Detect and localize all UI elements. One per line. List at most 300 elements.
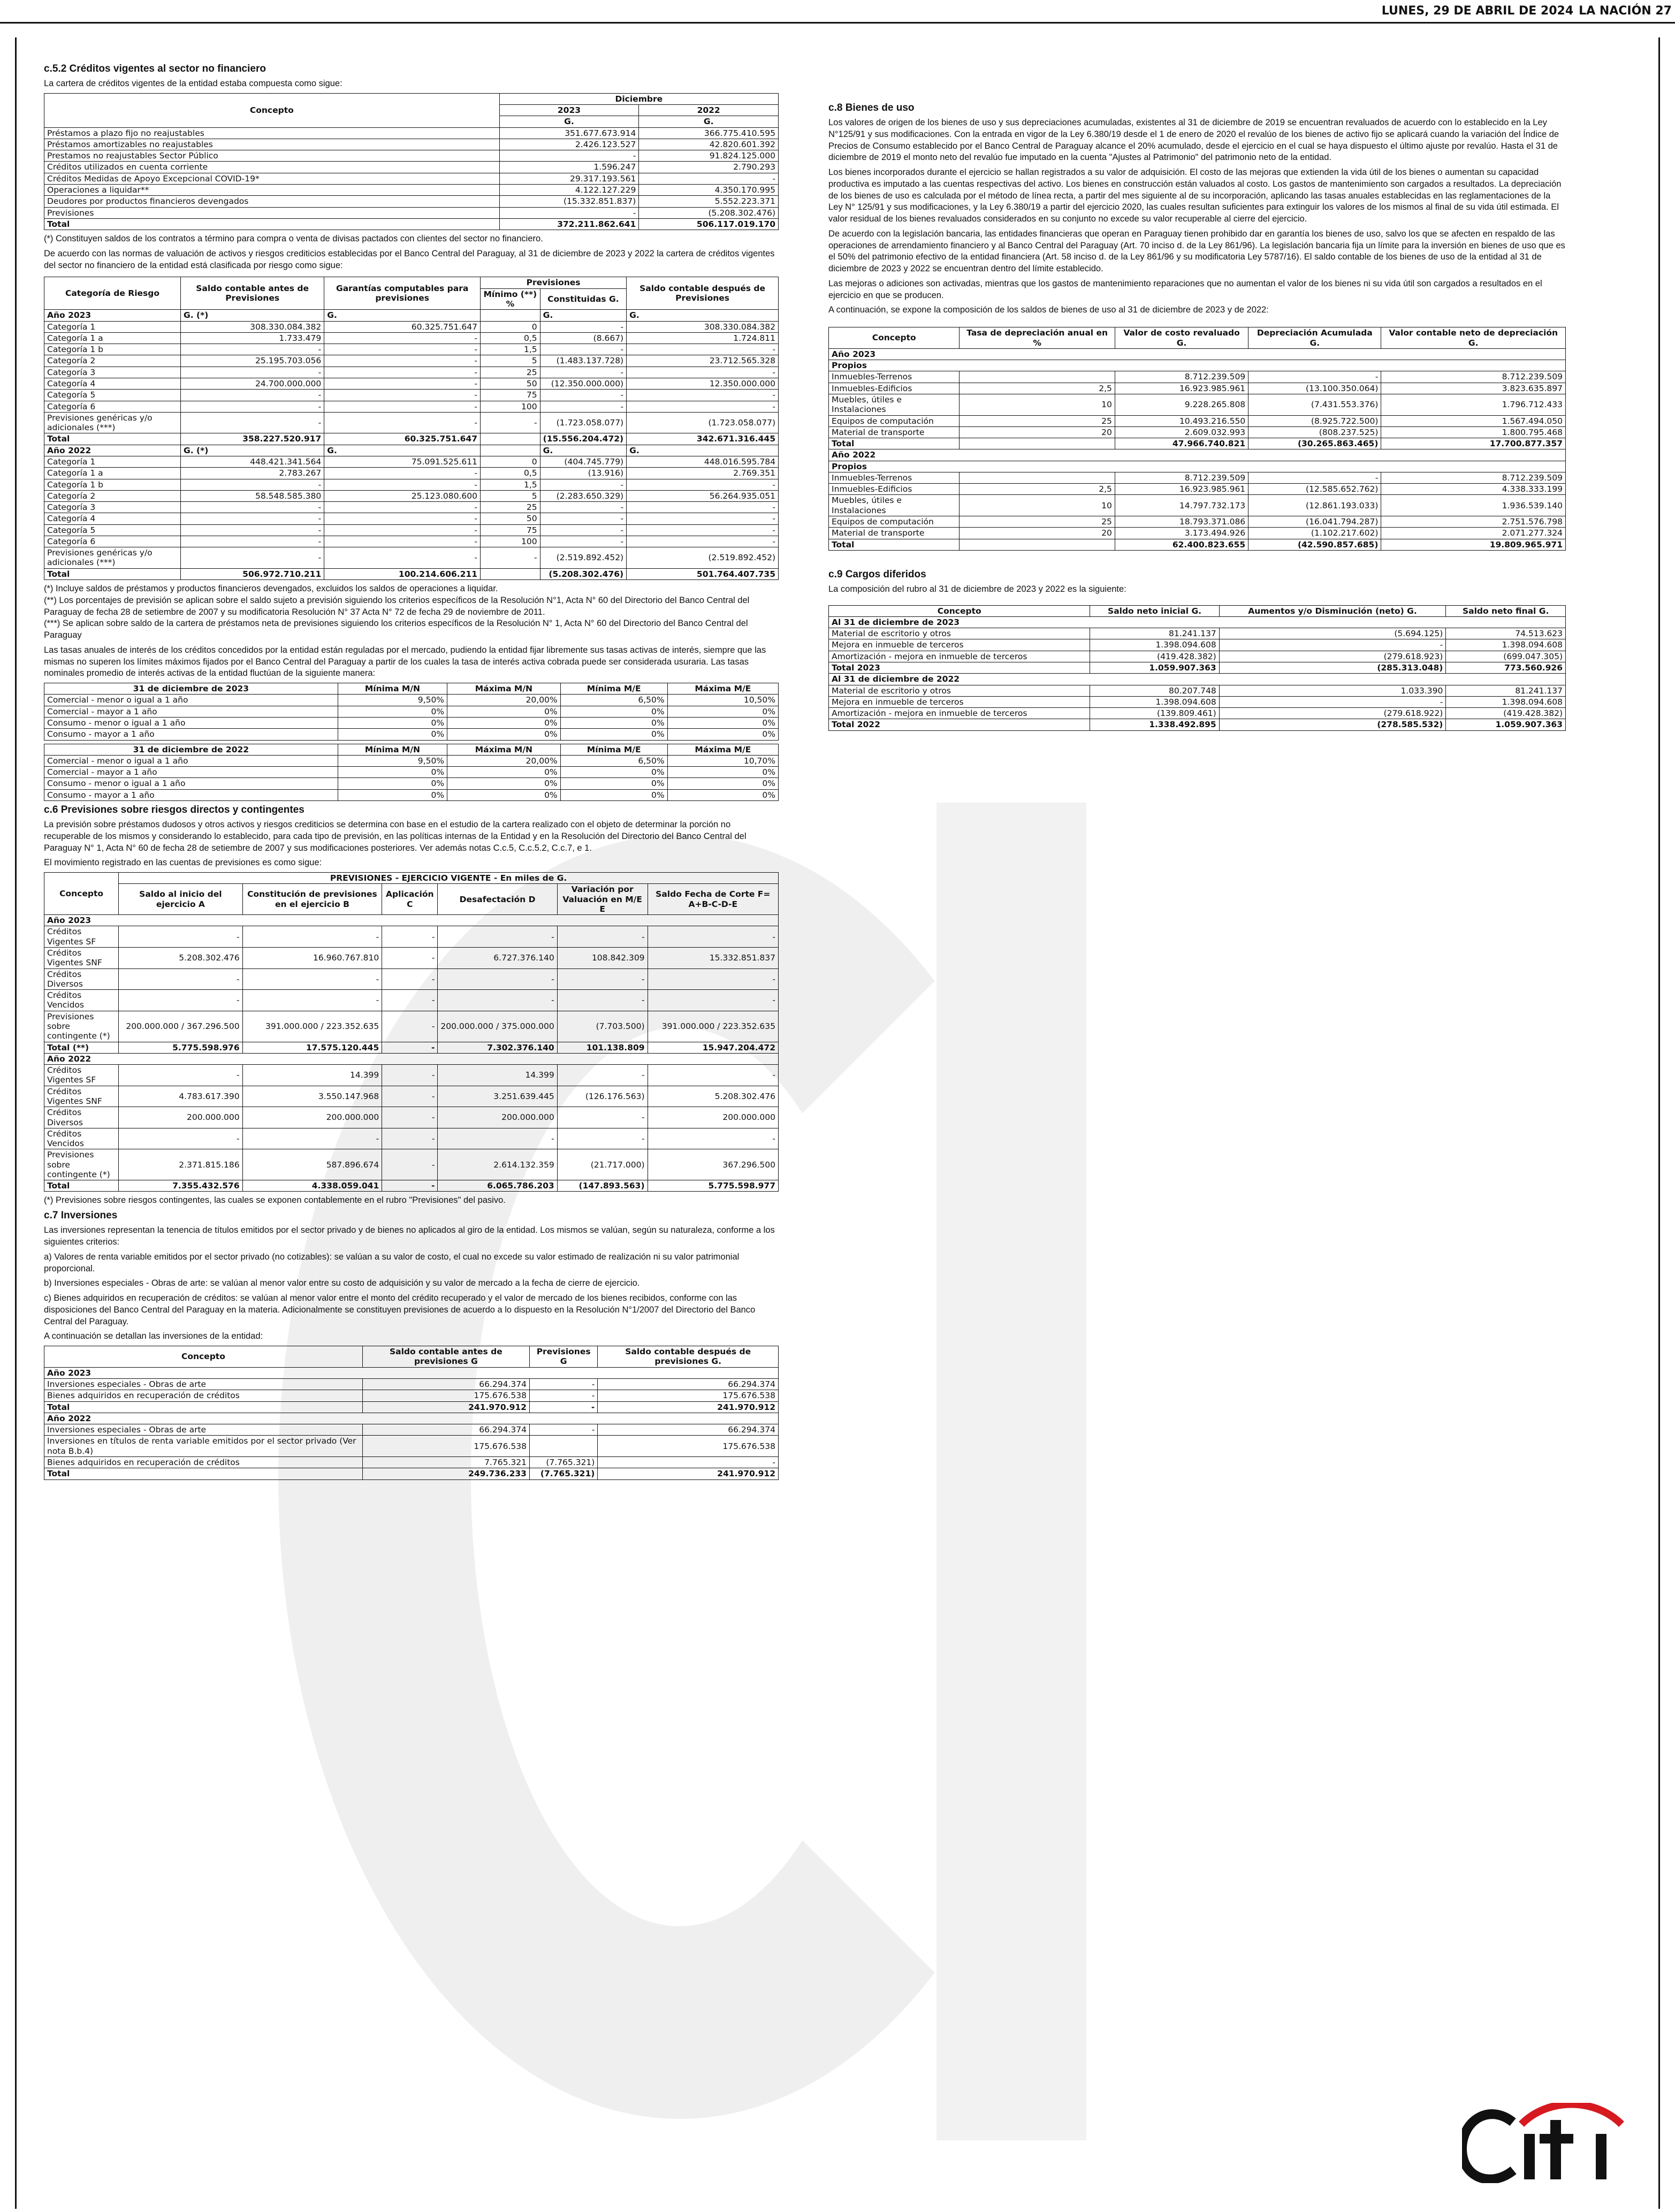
c6-2022-rows xyxy=(44,1065,779,1180)
table-cell: Categoría 1 xyxy=(44,456,181,467)
table-cell: Créditos Vigentes SF xyxy=(44,926,119,948)
table-row xyxy=(44,1086,779,1107)
risk-notes: (*) Incluye saldos de préstamos y productos financieros devengados, excluidos los saldos de operaciones a liquidar. (**) Los porcentajes de previsión se aplican sobre el saldo sujeto a previsión siguiendo los criterios específicos de la Resolución N°1, Acta N° 60 del Directorio del Banco Central del Paraguay de fecha 28 de setiembre de 2007 y su modificatoria Resolución N° 37 Acta N° 72 de fecha 29 de noviembre de 2011. (***) Se aplican sobre saldo de la cartera de préstamos neta de previsiones siguiendo los criterios específicos de la Resolución N° 1, Acta N° 60 del Directorio del Banco Central del Paraguay xyxy=(44,584,750,640)
table-cell: Total xyxy=(44,1468,363,1479)
table-row xyxy=(44,990,779,1011)
c6-2023-total xyxy=(44,1042,779,1053)
table-cell: - xyxy=(382,1042,438,1053)
table-cell: - xyxy=(540,344,626,355)
table-cell: - xyxy=(324,412,481,433)
table-cell: 1.059.907.363 xyxy=(1090,662,1219,674)
table-cell: Total (**) xyxy=(44,1042,119,1053)
table-cell: - xyxy=(499,207,639,218)
table-row xyxy=(829,383,1566,394)
table-cell: 506.972.710.211 xyxy=(181,568,324,579)
c52-concept-header: Concepto xyxy=(44,93,500,127)
risk-unit: G. (*) xyxy=(181,310,324,321)
table-cell: Categoría 1 b xyxy=(44,344,181,355)
risk-before-header: Saldo contable antes de Previsiones xyxy=(181,277,324,310)
table-cell: Comercial - mayor a 1 año xyxy=(44,767,338,778)
c8-year-2022: Año 2022 xyxy=(829,449,1566,461)
table-row xyxy=(829,696,1566,707)
table-cell: - xyxy=(540,524,626,536)
c8-own-2022: Propios xyxy=(829,461,1566,472)
table-cell: 0% xyxy=(447,718,561,729)
table-row xyxy=(44,968,779,990)
table-cell: 0% xyxy=(667,767,778,778)
risk-year-2022: Año 2022 xyxy=(44,445,181,456)
risk-year-2023: Año 2023 xyxy=(44,310,181,321)
table-cell: - xyxy=(382,948,438,969)
table-cell: Inversiones en títulos de renta variable emitidos por el sector privado (Ver nota B.b.4) xyxy=(44,1436,363,1457)
table-cell: 8.712.239.509 xyxy=(1381,472,1566,483)
c7-header: Previsiones G xyxy=(529,1346,597,1368)
rate-row xyxy=(44,695,779,706)
table-cell: 29.317.193.561 xyxy=(499,173,639,184)
table-cell: - xyxy=(540,479,626,490)
risk-2023-total xyxy=(44,433,779,445)
table-cell: (1.723.058.077) xyxy=(627,412,779,433)
table-cell: Inmuebles-Edificios xyxy=(829,484,960,495)
c52-classification-text: De acuerdo con las normas de valuación de activos y riesgos crediticios establecidas por el Banco Central del Paraguay, al 31 de diciembre de 2023 y 2022 la cartera de créditos vigentes del sector no financiero de la entidad está clasificada por riesgo como sigue: xyxy=(44,248,775,270)
c6-header: Aplicación C xyxy=(382,884,438,915)
c52-rows xyxy=(44,127,779,218)
risk-provisions-header: Previsiones xyxy=(481,277,627,288)
table-cell: 200.000.000 / 375.000.000 xyxy=(438,1011,557,1042)
table-cell: 0% xyxy=(447,706,561,717)
rates-col: Mínima M/E xyxy=(560,744,667,755)
table-cell: - xyxy=(181,502,324,513)
risk-2023-rows xyxy=(44,321,779,433)
table-cell: (13.916) xyxy=(540,468,626,479)
table-cell: 0,5 xyxy=(481,468,540,479)
table-row xyxy=(829,415,1566,426)
table-cell: - xyxy=(382,1065,438,1086)
table-cell: 18.793.371.086 xyxy=(1115,516,1248,528)
table-cell: (2.519.892.452) xyxy=(627,547,779,569)
table-cell: 2.614.132.359 xyxy=(438,1149,557,1180)
table-cell: - xyxy=(242,1128,382,1149)
table-cell: 2.371.815.186 xyxy=(119,1149,243,1180)
table-cell: Categoría 4 xyxy=(44,378,181,389)
table-cell: 0 xyxy=(481,321,540,332)
table-cell: 1.059.907.363 xyxy=(1446,719,1566,730)
table-row xyxy=(44,926,779,948)
table-row xyxy=(44,456,779,467)
table-cell: Amortización - mejora en inmueble de terceros xyxy=(829,651,1090,662)
table-row xyxy=(44,150,779,162)
table-cell: (8.925.722.500) xyxy=(1248,415,1381,426)
table-cell: 91.824.125.000 xyxy=(639,150,779,162)
table-cell: 25.123.080.600 xyxy=(324,490,481,501)
table-cell: 3.823.635.897 xyxy=(1381,383,1566,394)
c6-table xyxy=(44,872,779,1192)
table-cell xyxy=(960,472,1115,483)
table-cell: Equipos de computación xyxy=(829,415,960,426)
table-cell: 7.355.432.576 xyxy=(119,1180,243,1192)
table-row xyxy=(44,401,779,412)
table-cell: (12.350.000.000) xyxy=(540,378,626,389)
table-cell: 2.426.123.527 xyxy=(499,139,639,150)
c7-year-2022: Año 2022 xyxy=(44,1413,779,1424)
table-cell: 66.294.374 xyxy=(598,1424,779,1436)
table-cell: - xyxy=(181,536,324,547)
table-cell: 7.765.321 xyxy=(362,1456,529,1468)
table-cell: Previsiones sobre contingente (*) xyxy=(44,1149,119,1180)
c7-header: Concepto xyxy=(44,1346,363,1368)
table-row xyxy=(44,139,779,150)
table-cell: 0% xyxy=(667,718,778,729)
table-cell: 101.138.809 xyxy=(557,1042,648,1053)
table-row xyxy=(44,1378,779,1390)
citi-logo-c-icon xyxy=(1462,2114,1513,2179)
table-cell: - xyxy=(324,367,481,378)
table-cell: - xyxy=(557,1128,648,1149)
table-cell: Inversiones especiales - Obras de arte xyxy=(44,1378,363,1390)
c52-total-row xyxy=(44,218,779,230)
table-cell: 1.800.795.468 xyxy=(1381,426,1566,438)
table-cell: (699.047.305) xyxy=(1446,651,1566,662)
table-cell xyxy=(960,539,1115,550)
table-cell: Inmuebles-Terrenos xyxy=(829,371,960,383)
table-row xyxy=(44,378,779,389)
table-row xyxy=(44,1436,779,1457)
table-row xyxy=(44,524,779,536)
c9-2023-rows xyxy=(829,628,1566,662)
c8-header: Depreciación Acumulada G. xyxy=(1248,327,1381,349)
table-cell: 25 xyxy=(960,516,1115,528)
table-cell: - xyxy=(529,1424,597,1436)
table-cell: - xyxy=(627,524,779,536)
table-cell: 1.398.094.608 xyxy=(1090,639,1219,651)
table-cell: Material de escritorio y otros xyxy=(829,685,1090,696)
table-cell: - xyxy=(181,367,324,378)
table-cell xyxy=(481,568,540,579)
table-row xyxy=(829,426,1566,438)
table-cell: - xyxy=(181,513,324,524)
table-cell: 175.676.538 xyxy=(362,1436,529,1457)
table-cell: 0% xyxy=(560,729,667,740)
table-cell: - xyxy=(324,547,481,569)
table-row xyxy=(44,490,779,501)
table-row xyxy=(44,1456,779,1468)
table-cell: 0% xyxy=(338,706,447,717)
citi-logo-t-bar-icon xyxy=(1540,2134,1573,2144)
c8-text-2: Los bienes incorporados durante el ejercicio se hallan registrados a su valor de adquisición. El costo de las mejoras que extienden la vida útil de los bienes o aumentan su capacidad productiva es imputado a las cuentas respectivas del activo. Los bienes en construcción están valuados al costo. Los gastos de mantenimiento son cargados a resultados. La depreciación de los bienes de uso es calculada por el método de línea recta, a partir del mes siguiente al de su incorporación, aplicando las tasas anuales establecidas en las reglamentaciones de la Ley N° 125/91 y sus modificaciones, y la Ley 6.380/19 a partir del ejercicio 2020, las cuales resultan suficientes para extinguir los valores de los mismos al final de su vida útil estimada. El valor residual de los bienes revaluados considerados en su conjunto no excede su valor recuperable al cierre del ejercicio. xyxy=(828,167,1562,224)
citi-watermark-t-icon xyxy=(937,803,1086,2140)
table-cell: 16.923.985.961 xyxy=(1115,484,1248,495)
table-cell: - xyxy=(181,401,324,412)
c8-own-2023: Propios xyxy=(829,360,1566,371)
table-cell: - xyxy=(648,990,778,1011)
c6-intro: El movimiento registrado en las cuentas de previsiones es como sigue: xyxy=(44,858,322,868)
table-cell: (15.332.851.837) xyxy=(499,196,639,207)
table-cell: (12.585.652.762) xyxy=(1248,484,1381,495)
risk-category-header: Categoría de Riesgo xyxy=(44,277,181,310)
table-cell: Deudores por productos financieros devengados xyxy=(44,196,500,207)
table-cell: 367.296.500 xyxy=(648,1149,778,1180)
table-row xyxy=(44,1149,779,1180)
table-cell: - xyxy=(324,355,481,367)
c52-currency: G. xyxy=(499,116,639,127)
c9-date-2022: Al 31 de diciembre de 2022 xyxy=(829,674,1566,685)
table-cell: 4.783.617.390 xyxy=(119,1086,243,1107)
table-cell: 10 xyxy=(960,495,1115,516)
table-cell: - xyxy=(540,513,626,524)
masthead-date: LUNES, 29 DE ABRIL DE 2024 xyxy=(1381,4,1574,18)
table-cell: - xyxy=(382,990,438,1011)
table-cell: Mejora en inmueble de terceros xyxy=(829,696,1090,707)
c8-2023-total xyxy=(829,438,1566,449)
table-cell: - xyxy=(499,150,639,162)
table-cell: 0% xyxy=(667,778,778,789)
c9-title: c.9 Cargos diferidos xyxy=(828,568,926,580)
table-cell: 25 xyxy=(481,502,540,513)
table-cell: 16.923.985.961 xyxy=(1115,383,1248,394)
table-cell: Inmuebles-Edificios xyxy=(829,383,960,394)
table-cell: 10,50% xyxy=(667,695,778,706)
table-cell: Consumo - mayor a 1 año xyxy=(44,789,338,800)
table-cell: 4.338.333.199 xyxy=(1381,484,1566,495)
rate-row xyxy=(44,706,779,717)
table-row xyxy=(44,547,779,569)
table-cell: 200.000.000 xyxy=(119,1107,243,1128)
table-cell: 0% xyxy=(338,767,447,778)
rates-col: Mínima M/N xyxy=(338,683,447,695)
table-cell: - xyxy=(1219,696,1446,707)
table-cell: Categoría 3 xyxy=(44,502,181,513)
table-cell: 100 xyxy=(481,536,540,547)
citi-logo-i-icon xyxy=(1524,2134,1535,2179)
table-cell: - xyxy=(324,378,481,389)
c7-header: Saldo contable antes de previsiones G xyxy=(362,1346,529,1368)
table-cell: (1.723.058.077) xyxy=(540,412,626,433)
table-cell: (30.265.863.465) xyxy=(1248,438,1381,449)
table-cell: Total xyxy=(44,1180,119,1192)
table-cell: (147.893.563) xyxy=(557,1180,648,1192)
table-cell: 42.820.601.392 xyxy=(639,139,779,150)
table-cell: (1.483.137.728) xyxy=(540,355,626,367)
table-cell: 8.712.239.509 xyxy=(1115,472,1248,483)
table-cell: - xyxy=(181,479,324,490)
table-cell: 60.325.751.647 xyxy=(324,433,481,445)
table-cell: (1.102.217.602) xyxy=(1248,528,1381,539)
table-cell: 20 xyxy=(960,528,1115,539)
table-cell: - xyxy=(540,502,626,513)
risk-unit: G. xyxy=(324,310,481,321)
rates-2022-table xyxy=(44,744,779,801)
table-row xyxy=(44,948,779,969)
table-row xyxy=(44,344,779,355)
table-cell: - xyxy=(382,1149,438,1180)
table-cell: Material de escritorio y otros xyxy=(829,628,1090,639)
table-row xyxy=(44,1128,779,1149)
table-cell: 15.947.204.472 xyxy=(648,1042,778,1053)
table-cell: Muebles, útiles e Instalaciones xyxy=(829,394,960,415)
masthead xyxy=(0,0,1675,24)
table-cell: Categoría 1 b xyxy=(44,479,181,490)
table-cell: 17.575.120.445 xyxy=(242,1042,382,1053)
table-cell: Prestamos no reajustables Sector Público xyxy=(44,150,500,162)
table-row xyxy=(829,495,1566,516)
table-cell: (285.313.048) xyxy=(1219,662,1446,674)
c8-table xyxy=(828,327,1566,551)
table-cell: - xyxy=(627,401,779,412)
c6-main-header: PREVISIONES - EJERCICIO VIGENTE - En miles de G. xyxy=(119,873,779,884)
table-cell: Inversiones especiales - Obras de arte xyxy=(44,1424,363,1436)
table-cell: 366.775.410.595 xyxy=(639,127,779,139)
table-cell: 200.000.000 xyxy=(648,1107,778,1128)
table-cell: Consumo - mayor a 1 año xyxy=(44,729,338,740)
table-cell: 372.211.862.641 xyxy=(499,218,639,230)
table-cell: - xyxy=(598,1456,779,1468)
table-cell: 0% xyxy=(447,789,561,800)
table-cell: - xyxy=(242,990,382,1011)
c7-text-5: A continuación se detallan las inversiones de la entidad: xyxy=(44,1331,263,1341)
table-cell: - xyxy=(382,1128,438,1149)
table-cell: - xyxy=(1248,472,1381,483)
table-cell: 1.596.247 xyxy=(499,162,639,173)
table-cell: 10.493.216.550 xyxy=(1115,415,1248,426)
table-cell: - xyxy=(540,321,626,332)
table-cell: - xyxy=(639,173,779,184)
risk-unit: G. xyxy=(627,445,779,456)
c8-2022-rows xyxy=(829,472,1566,539)
rates-col: Máxima M/N xyxy=(447,683,561,695)
table-row xyxy=(829,651,1566,662)
c6-header: Saldo al inicio del ejercicio A xyxy=(119,884,243,915)
table-row xyxy=(44,207,779,218)
table-cell: Previsiones genéricas y/o adicionales (***) xyxy=(44,412,181,433)
table-cell: 1.398.094.608 xyxy=(1090,696,1219,707)
table-cell: 0% xyxy=(338,718,447,729)
table-cell: 2,5 xyxy=(960,484,1115,495)
table-cell: - xyxy=(324,479,481,490)
risk-unit xyxy=(481,310,540,321)
c8-2022-total xyxy=(829,539,1566,550)
table-cell: - xyxy=(540,367,626,378)
table-row xyxy=(44,1390,779,1401)
table-cell: 25.195.703.056 xyxy=(181,355,324,367)
rates-col: Mínima M/E xyxy=(560,683,667,695)
table-cell: 10 xyxy=(960,394,1115,415)
table-cell: - xyxy=(382,926,438,948)
risk-minimum-header: Mínimo (**) % xyxy=(481,288,540,310)
table-row xyxy=(829,708,1566,719)
rate-row xyxy=(44,755,779,766)
table-row xyxy=(44,479,779,490)
risk-unit: G. (*) xyxy=(181,445,324,456)
table-row xyxy=(44,367,779,378)
table-cell: 0% xyxy=(560,706,667,717)
table-cell: Créditos Diversos xyxy=(44,968,119,990)
table-cell: 50 xyxy=(481,378,540,389)
table-cell: (5.208.302.476) xyxy=(639,207,779,218)
table-cell: 241.970.912 xyxy=(598,1401,779,1413)
table-cell: (419.428.382) xyxy=(1090,651,1219,662)
table-cell: 15.332.851.837 xyxy=(648,948,778,969)
c7-year-2023: Año 2023 xyxy=(44,1367,779,1378)
table-cell: 75 xyxy=(481,390,540,401)
table-cell: Créditos Vigentes SF xyxy=(44,1065,119,1086)
table-cell: 5.775.598.976 xyxy=(119,1042,243,1053)
table-cell: 25 xyxy=(481,367,540,378)
table-cell: - xyxy=(1219,639,1446,651)
table-cell: 10,70% xyxy=(667,755,778,766)
table-cell xyxy=(960,438,1115,449)
rate-row xyxy=(44,729,779,740)
table-cell xyxy=(960,371,1115,383)
table-cell: Categoría 1 a xyxy=(44,468,181,479)
table-cell: Comercial - mayor a 1 año xyxy=(44,706,338,717)
table-cell: 200.000.000 xyxy=(242,1107,382,1128)
table-cell: 773.560.926 xyxy=(1446,662,1566,674)
c7-text-4: c) Bienes adquiridos en recuperación de créditos: se valúan al menor valor entre el monto del crédito recuperado y el valor de mercado de los bienes recibidos, conforme con las disposiciones del Banco Central del Paraguay en la materia. Adicionalmente se constituyen previsiones de acuerdo a lo dispuesto en la Resolución N°1/2007 del Directorio del Banco Central del Paraguay. xyxy=(44,1293,756,1326)
c6-header: Concepto xyxy=(44,873,119,915)
table-cell: 0% xyxy=(338,789,447,800)
table-cell: 5.208.302.476 xyxy=(119,948,243,969)
table-cell: - xyxy=(324,524,481,536)
table-cell: - xyxy=(324,513,481,524)
table-cell: 587.896.674 xyxy=(242,1149,382,1180)
table-cell: 1.733.479 xyxy=(181,332,324,344)
rates-2022-header: 31 de diciembre de 2022 xyxy=(44,744,338,755)
table-cell: 1,5 xyxy=(481,344,540,355)
table-cell: 4.122.127.229 xyxy=(499,185,639,196)
c9-table xyxy=(828,605,1566,731)
table-cell: - xyxy=(557,1107,648,1128)
table-cell: - xyxy=(382,1180,438,1192)
table-cell: - xyxy=(627,479,779,490)
table-cell: Categoría 4 xyxy=(44,513,181,524)
table-cell: (279.618.922) xyxy=(1219,708,1446,719)
table-cell xyxy=(529,1436,597,1457)
c9-header: Saldo neto final G. xyxy=(1446,605,1566,616)
table-cell: Material de transporte xyxy=(829,426,960,438)
c7-header: Saldo contable después de previsiones G. xyxy=(598,1346,779,1368)
table-cell: (7.765.321) xyxy=(529,1456,597,1468)
table-cell: (278.585.532) xyxy=(1219,719,1446,730)
table-cell: 74.513.623 xyxy=(1446,628,1566,639)
masthead-paper: LA NACIÓN 27 xyxy=(1579,4,1672,18)
table-cell: 2.609.032.993 xyxy=(1115,426,1248,438)
table-cell: Créditos Medidas de Apoyo Excepcional COVID-19* xyxy=(44,173,500,184)
table-row xyxy=(44,513,779,524)
table-cell: 25 xyxy=(960,415,1115,426)
table-cell: 0 xyxy=(481,456,540,467)
table-cell xyxy=(481,433,540,445)
table-cell: (139.809.461) xyxy=(1090,708,1219,719)
c6-text: La previsión sobre préstamos dudosos y otros activos y riesgos crediticios se determina con base en el estudio de la cartera realizado con el objeto de determinar la porción no recuperable de los mismos y considerando lo establecido, para cada tipo de previsión, en las políticas internas de la Entidad y en la Resolución del Directorio del Banco Central del Paraguay N° 1, Acta N° 60 de fecha 28 de setiembre de 2007 y sus modificaciones posteriores. Ver además notas C.c.5, C.c.5.2, C.c.7, e 1. xyxy=(44,819,747,853)
table-cell: - xyxy=(181,547,324,569)
c9-text: La composición del rubro al 31 de diciembre de 2023 y 2022 es la siguiente: xyxy=(828,584,1126,594)
table-cell: 58.548.585.380 xyxy=(181,490,324,501)
table-row xyxy=(44,1107,779,1128)
table-row xyxy=(829,639,1566,651)
table-cell: Comercial - menor o igual a 1 año xyxy=(44,695,338,706)
table-cell: 175.676.538 xyxy=(598,1390,779,1401)
risk-guarantees-header: Garantías computables para previsiones xyxy=(324,277,481,310)
rates-col: Mínima M/N xyxy=(338,744,447,755)
c6-year-2023: Año 2023 xyxy=(44,915,779,926)
c7-2022-total xyxy=(44,1468,779,1479)
c9-header: Aumentos y/o Disminución (neto) G. xyxy=(1219,605,1446,616)
table-cell: (5.694.125) xyxy=(1219,628,1446,639)
c8-text-5: A continuación, se expone la composición de los saldos de bienes de uso al 31 de diciembre de 2023 y de 2022: xyxy=(828,305,1269,315)
table-cell: 1.398.094.608 xyxy=(1446,639,1566,651)
c7-2023-rows xyxy=(44,1378,779,1401)
c8-2023-rows xyxy=(829,371,1566,438)
